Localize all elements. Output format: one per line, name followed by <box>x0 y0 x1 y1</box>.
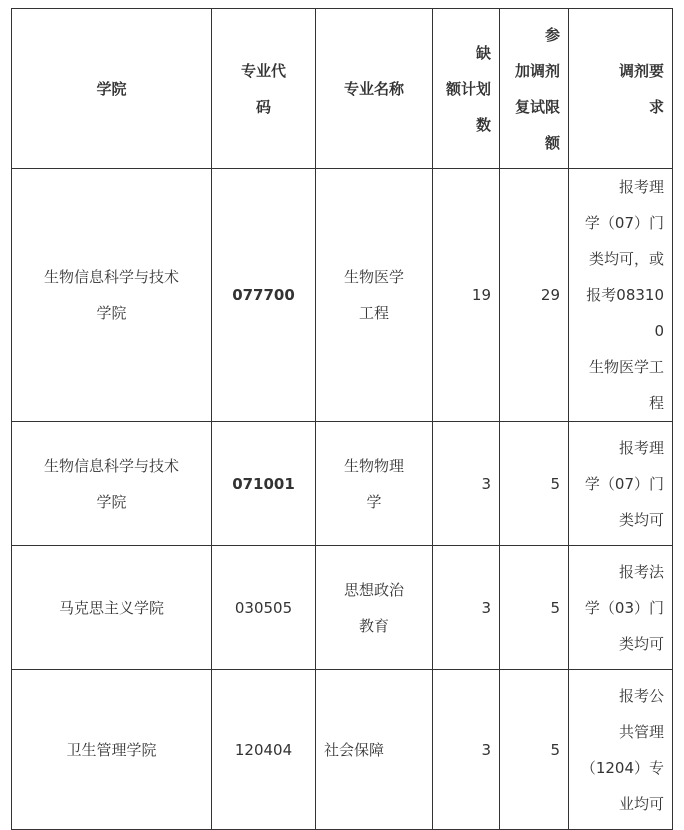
header-vacancy: 缺 额计划 数 <box>433 9 500 169</box>
table-row <box>12 422 673 546</box>
table-row <box>12 169 673 422</box>
major-code-cell: 120404 <box>212 670 316 830</box>
vacancy-cell: 19 <box>433 169 500 422</box>
header-row <box>12 9 673 169</box>
major-name-cell: 思想政治 教育 <box>316 546 433 670</box>
college-cell: 生物信息科学与技术 学院 <box>12 422 212 546</box>
requirement-cell: 报考理 学（07）门 类均可，或 报考083100 生物医学工 程 <box>569 169 673 422</box>
major-name-cell: 生物医学 工程 <box>316 169 433 422</box>
major-code-cell: 030505 <box>212 546 316 670</box>
vacancy-cell: 3 <box>433 422 500 546</box>
college-cell: 生物信息科学与技术 学院 <box>12 169 212 422</box>
college-cell: 卫生管理学院 <box>12 670 212 830</box>
requirement-cell: 报考法 学（03）门 类均可 <box>569 546 673 670</box>
header-requirement: 调剂要 求 <box>569 9 673 169</box>
major-code-cell: 071001 <box>212 422 316 546</box>
table-row <box>12 670 673 830</box>
major-code-cell: 077700 <box>212 169 316 422</box>
header-major-code: 专业代 码 <box>212 9 316 169</box>
retest-limit-cell: 5 <box>500 670 569 830</box>
header-college: 学院 <box>12 9 212 169</box>
header-major-name: 专业名称 <box>316 9 433 169</box>
vacancy-cell: 3 <box>433 670 500 830</box>
vacancy-cell: 3 <box>433 546 500 670</box>
college-cell: 马克思主义学院 <box>12 546 212 670</box>
retest-limit-cell: 29 <box>500 169 569 422</box>
major-name-cell: 生物物理 学 <box>316 422 433 546</box>
retest-limit-cell: 5 <box>500 546 569 670</box>
requirement-cell: 报考公 共管理 （1204）专 业均可 <box>569 670 673 830</box>
major-name-cell: 社会保障 <box>316 670 433 830</box>
table-row <box>12 546 673 670</box>
transfer-quota-table <box>11 8 673 830</box>
retest-limit-cell: 5 <box>500 422 569 546</box>
header-retest-limit: 参 加调剂 复试限 额 <box>500 9 569 169</box>
requirement-cell: 报考理 学（07）门 类均可 <box>569 422 673 546</box>
